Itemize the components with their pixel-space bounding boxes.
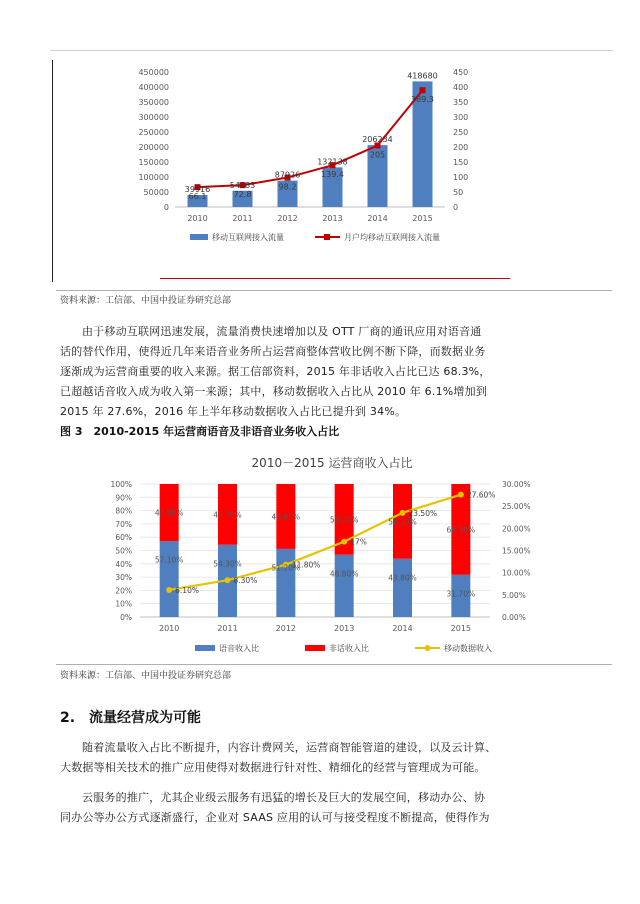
legend-swatch [305, 645, 325, 651]
source-rule [56, 290, 612, 291]
y2-tick-label: 50 [453, 188, 464, 197]
source-rule [56, 664, 612, 665]
paragraph-line: 已超越话音收入成为收入第一来源；其中，移动数据收入占比从 2010 年 6.1%增加到 [60, 385, 488, 398]
data-label-mobile: 6.10% [175, 585, 199, 595]
x-tick-label: 2014 [392, 624, 413, 633]
y-tick-label: 150000 [138, 158, 169, 167]
data-label-nonvoice: 56.20% [388, 517, 417, 527]
y-tick-label: 40% [115, 559, 132, 569]
y-tick-label: 300000 [138, 113, 169, 122]
x-tick-label: 2013 [333, 624, 355, 633]
y2-tick-label: 250 [453, 128, 469, 137]
line-point [341, 539, 347, 545]
paragraph-line: 话的替代作用，使得近几年来语音业务所占运营商整体营收比例不断下降，而数据业务 [60, 345, 486, 358]
data-label-voice: 51.20% [271, 563, 301, 573]
section-title: 2. 流量经营成为可能 [60, 710, 202, 726]
legend-label: 移动互联网接入流量 [212, 233, 284, 242]
line-data-label: 205 [369, 150, 386, 160]
data-label-nonvoice: 53.20% [329, 515, 359, 525]
bar-data-label: 206234 [362, 135, 393, 145]
source-note-2: 资料来源：工信部、中国中投证券研究总部 [60, 671, 232, 681]
x-tick-label: 2010 [187, 214, 208, 223]
y-tick-label: 50000 [143, 188, 169, 197]
data-label-mobile: 27.60% [466, 490, 496, 500]
legend-label: 移动数据收入 [444, 644, 492, 653]
paragraph-line: 随着流量收入占比不断提升，内容计费网关，运营商智能管道的建设，以及云计算、 [82, 741, 497, 754]
legend-label: 语音收入比 [219, 644, 259, 653]
legend-swatch [190, 234, 208, 240]
legend-label: 月户均移动互联网接入流量 [344, 233, 440, 242]
paragraph-cloud [60, 788, 600, 828]
y-tick-label: 70% [115, 519, 132, 529]
line-point [225, 577, 231, 583]
revenue-share-chart [60, 445, 605, 660]
y-tick-label: 60% [115, 533, 132, 543]
paragraph-line: 逐渐成为运营商重要的收入来源。据工信部资料，2015 年非话收入占比已达 68.3%， [60, 365, 491, 378]
legend-swatch [425, 645, 431, 651]
x-tick-label: 2011 [232, 214, 253, 223]
x-tick-label: 2013 [322, 214, 343, 223]
data-label-voice: 46.80% [329, 569, 359, 579]
paragraph-ops [60, 738, 600, 778]
bar-data-label: 39916 [184, 185, 211, 195]
x-tick-label: 2012 [277, 214, 298, 223]
y2-tick-label: 300 [453, 113, 469, 122]
y-tick-label: 80% [115, 506, 132, 516]
line-data-label: 389.3 [411, 95, 434, 105]
y2-tick-label: 100 [453, 173, 469, 182]
y2-tick-label: 150 [453, 158, 469, 167]
bar-data-label: 54083 [229, 180, 256, 190]
x-tick-label: 2015 [412, 214, 433, 223]
line-point [166, 587, 172, 593]
y-tick-label: 50% [115, 546, 132, 556]
bar-data-label: 418680 [407, 71, 438, 81]
data-label-mobile: 17% [350, 537, 367, 547]
x-tick-label: 2014 [367, 214, 388, 223]
figure-caption: 图 3 2010-2015 年运营商语音及非语音业务收入占比 [60, 425, 340, 438]
y-tick-label: 250000 [138, 128, 169, 137]
header-rule [50, 50, 613, 51]
x-tick-label: 2011 [217, 624, 238, 633]
y2-tick-label: 30.00% [502, 480, 531, 489]
y-tick-label: 450000 [138, 68, 169, 77]
data-label-mobile: 23.50% [408, 508, 438, 518]
y-tick-label: 200000 [138, 143, 169, 152]
chart-title: 2010－2015 运营商收入占比 [251, 456, 413, 470]
margin-rule [52, 60, 53, 282]
line-data-label: 139.4 [321, 170, 344, 180]
y2-tick-label: 25.00% [502, 502, 531, 512]
line-point [400, 510, 406, 516]
legend-swatch [195, 645, 215, 651]
y2-tick-label: 0 [453, 203, 459, 212]
data-label-voice: 54.30% [213, 559, 242, 569]
chart-bottom-rule [160, 278, 510, 279]
x-tick-label: 2015 [450, 624, 472, 633]
line-data-label: 72.8 [233, 190, 252, 200]
y-tick-label: 90% [115, 493, 132, 503]
paragraph-traffic [60, 322, 600, 422]
line-data-label: 98.2 [278, 182, 297, 192]
line-point [458, 492, 464, 498]
y2-tick-label: 200 [453, 143, 469, 152]
y2-tick-label: 350 [453, 98, 469, 107]
y-tick-label: 100% [110, 480, 132, 489]
paragraph-line: 云服务的推广，尤其企业级云服务有迅猛的增长及巨大的发展空间，移动办公、协 [82, 791, 486, 804]
y-tick-label: 10% [115, 599, 132, 609]
paragraph-line: 大数据等相关技术的推广应用使得对数据进行针对性、精细化的经营与管理成为可能。 [60, 761, 486, 774]
data-label-voice: 43.80% [388, 573, 417, 583]
x-tick-label: 2010 [158, 624, 180, 633]
y-tick-label: 0% [120, 613, 132, 622]
y2-tick-label: 15.00% [502, 546, 531, 556]
legend-label: 非话收入比 [329, 644, 369, 653]
data-label-mobile: 8.30% [233, 576, 258, 586]
y-tick-label: 350000 [138, 98, 169, 107]
bar-voice [276, 549, 295, 617]
data-label-mobile: 11.80% [291, 560, 321, 570]
y2-tick-label: 5.00% [502, 590, 526, 600]
line-data-label: 66.1 [188, 192, 207, 202]
bar-data-label: 132138 [317, 157, 348, 167]
data-label-nonvoice: 68.30% [446, 525, 476, 535]
y-tick-label: 20% [115, 586, 132, 596]
y-tick-label: 100000 [138, 173, 169, 182]
bar-voice [335, 555, 354, 617]
paragraph-line: 2015 年 27.6%，2016 年上半年移动数据收入占比已提升到 34%。 [60, 405, 407, 418]
data-label-nonvoice: 48.80% [271, 512, 301, 522]
x-tick-label: 2012 [275, 624, 297, 633]
data-label-voice: 31.70% [446, 589, 476, 599]
y2-tick-label: 20.00% [502, 524, 531, 534]
y-tick-label: 0 [163, 203, 169, 212]
y-tick-label: 400000 [138, 83, 169, 92]
y2-tick-label: 0.00% [502, 613, 526, 622]
data-label-nonvoice: 42.90% [154, 508, 184, 518]
legend-swatch [324, 234, 330, 240]
bar-voice [160, 541, 179, 617]
line-point [420, 87, 426, 93]
y2-tick-label: 400 [453, 83, 469, 92]
data-label-nonvoice: 45.70% [213, 510, 242, 520]
paragraph-line: 同办公等办公方式逐渐盛行，企业对 SAAS 应用的认可与接受程度不断提高，使得作为 [60, 811, 490, 824]
y-tick-label: 30% [115, 573, 132, 583]
y2-tick-label: 10.00% [502, 568, 531, 578]
bar-voice [393, 559, 412, 617]
bar-data-label: 87926 [274, 170, 301, 180]
paragraph-line: 由于移动互联网迅速发展，流量消费快速增加以及 OTT 厂商的通讯应用对语音通 [82, 325, 482, 338]
y2-tick-label: 450 [453, 68, 469, 77]
traffic-chart [100, 60, 540, 260]
data-label-voice: 57.10% [154, 555, 184, 565]
source-note-1: 资料来源：工信部、中国中投证券研究总部 [60, 296, 232, 306]
